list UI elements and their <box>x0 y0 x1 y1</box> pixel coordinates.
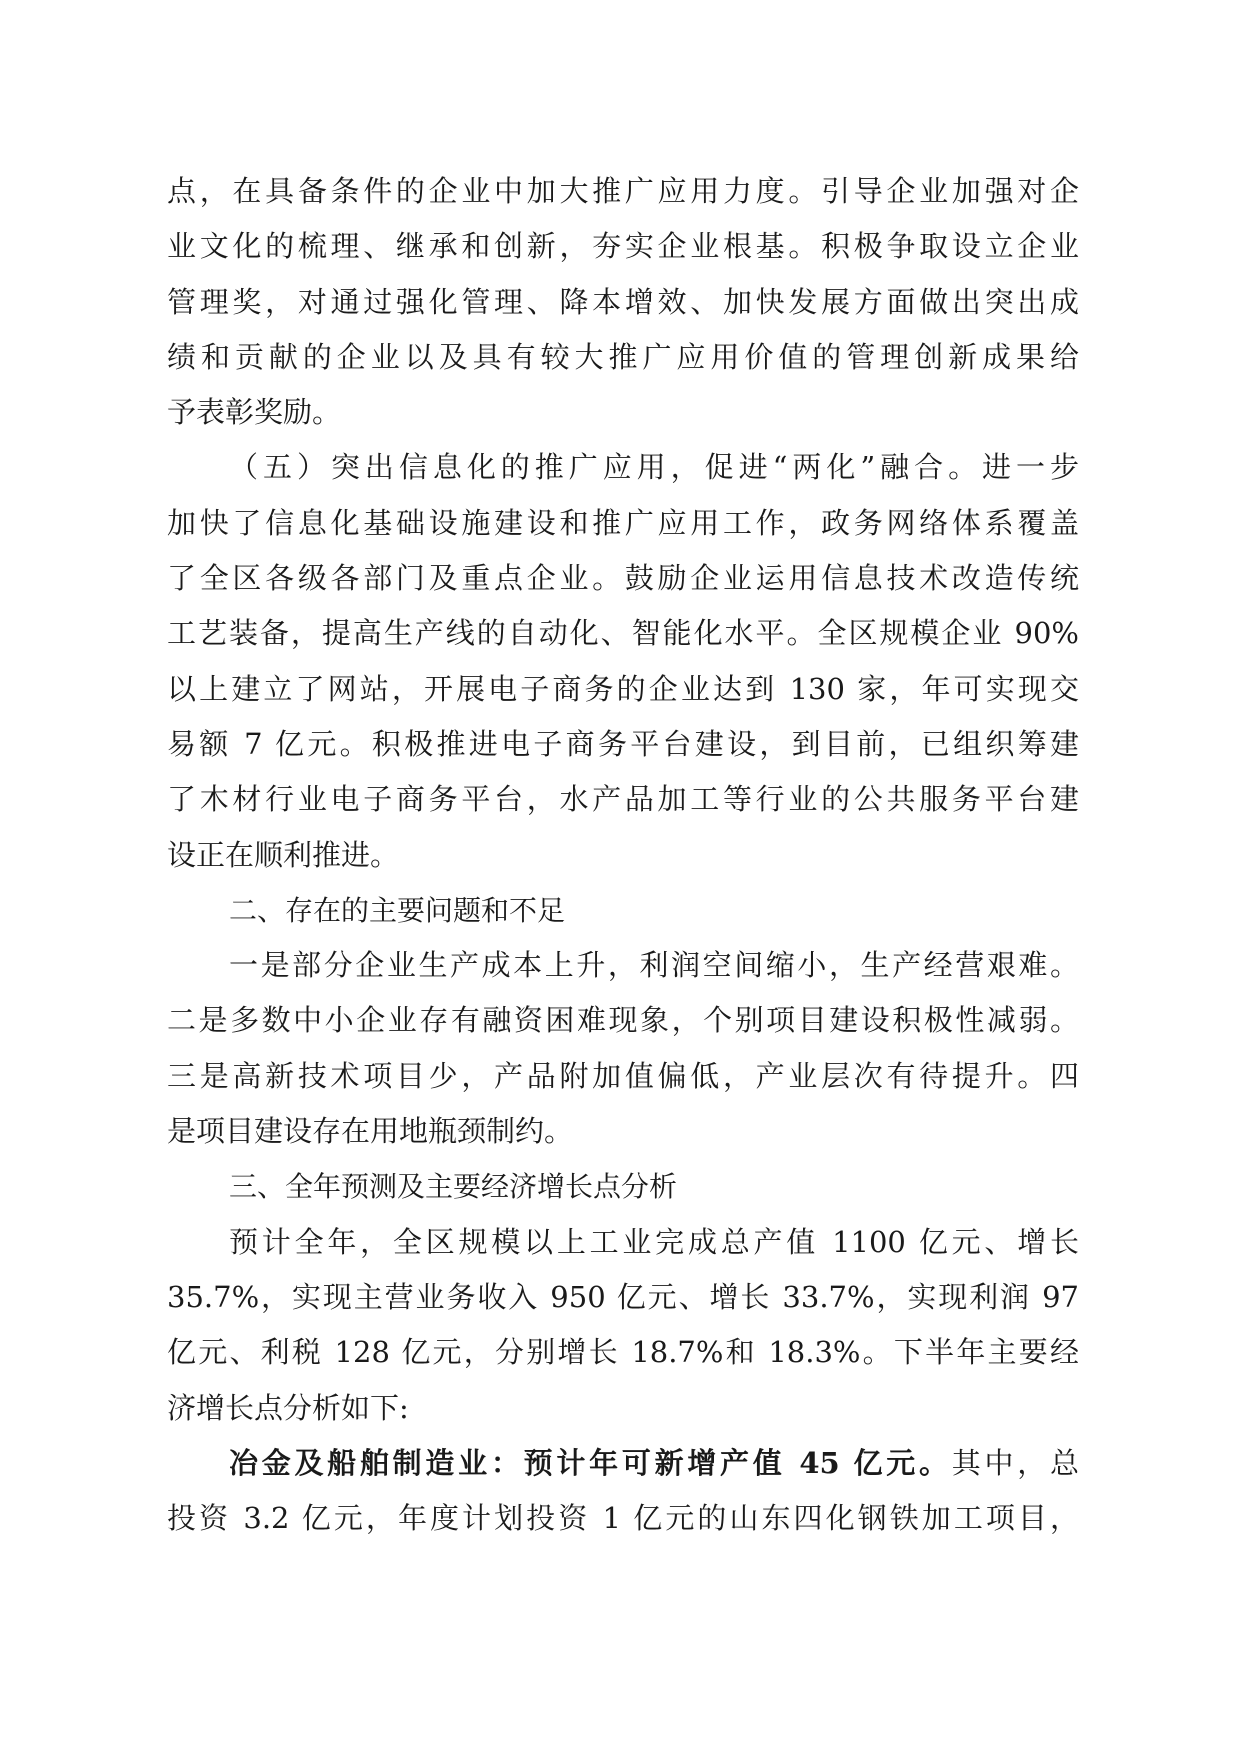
text-line: 一是部分企业生产成本上升，利润空间缩小，生产经营艰难。 <box>229 948 1079 983</box>
text-line: 管理奖，对通过强化管理、降本增效、加快发展方面做出突出成 <box>167 284 1079 319</box>
section-heading-problems: 二、存在的主要问题和不足 <box>229 893 566 927</box>
body-text <box>167 164 1079 1546</box>
text-line: 绩和贡献的企业以及具有较大推广应用价值的管理创新成果给 <box>167 339 1079 374</box>
text-line: 加快了信息化基础设施建设和推广应用工作，政务网络体系覆盖 <box>167 505 1079 540</box>
text-line-rest: 其中，总 <box>951 1445 1079 1480</box>
text-line: 预计全年，全区规模以上工业完成总产值 1100 亿元、增长 <box>229 1224 1079 1259</box>
text-line <box>167 1436 1079 1491</box>
text-line: 点，在具备条件的企业中加大推广应用力度。引导企业加强对企 <box>167 174 1079 208</box>
text-line: 亿元、利税 128 亿元，分别增长 18.7%和 18.3%。下半年主要经 <box>167 1335 1079 1370</box>
text-line: 二是多数中小企业存有融资困难现象，个别项目建设积极性减弱。 <box>167 1003 1079 1038</box>
text-line: 予表彰奖励。 <box>167 395 342 430</box>
text-line: 35.7%，实现主营业务收入 950 亿元、增长 33.7%，实现利润 97 <box>167 1279 1079 1314</box>
section-heading-forecast: 三、全年预测及主要经济增长点分析 <box>229 1170 678 1204</box>
text-line: 投资 3.2 亿元，年度计划投资 1 亿元的山东四化钢铁加工项目， <box>167 1501 1079 1536</box>
text-line: 是项目建设存在用地瓶颈制约。 <box>167 1114 574 1149</box>
section-five-heading-line: （五）突出信息化的推广应用，促进“两化”融合。进一步 <box>229 450 1079 485</box>
text-line: 设正在顺利推进。 <box>167 837 400 872</box>
text-line: 三是高新技术项目少，产品附加值偏低，产业层次有待提升。四 <box>167 1058 1079 1093</box>
text-line: 以上建立了网站，开展电子商务的企业达到 130 家，年可实现交 <box>167 671 1079 706</box>
text-line: 了全区各级各部门及重点企业。鼓励企业运用信息技术改造传统 <box>167 561 1079 596</box>
text-line: 工艺装备，提高生产线的自动化、智能化水平。全区规模企业 90% <box>167 616 1079 651</box>
text-line: 易额 7 亿元。积极推进电子商务平台建设，到目前，已组织筹建 <box>167 726 1079 761</box>
text-line: 业文化的梳理、继承和创新，夯实企业根基。积极争取设立企业 <box>167 229 1079 264</box>
text-line: 济增长点分析如下: <box>167 1390 409 1425</box>
bold-lead-text: 冶金及船舶制造业：预计年可新增产值 45 亿元。 <box>229 1445 952 1480</box>
text-line: 了木材行业电子商务平台，水产品加工等行业的公共服务平台建 <box>167 782 1079 817</box>
